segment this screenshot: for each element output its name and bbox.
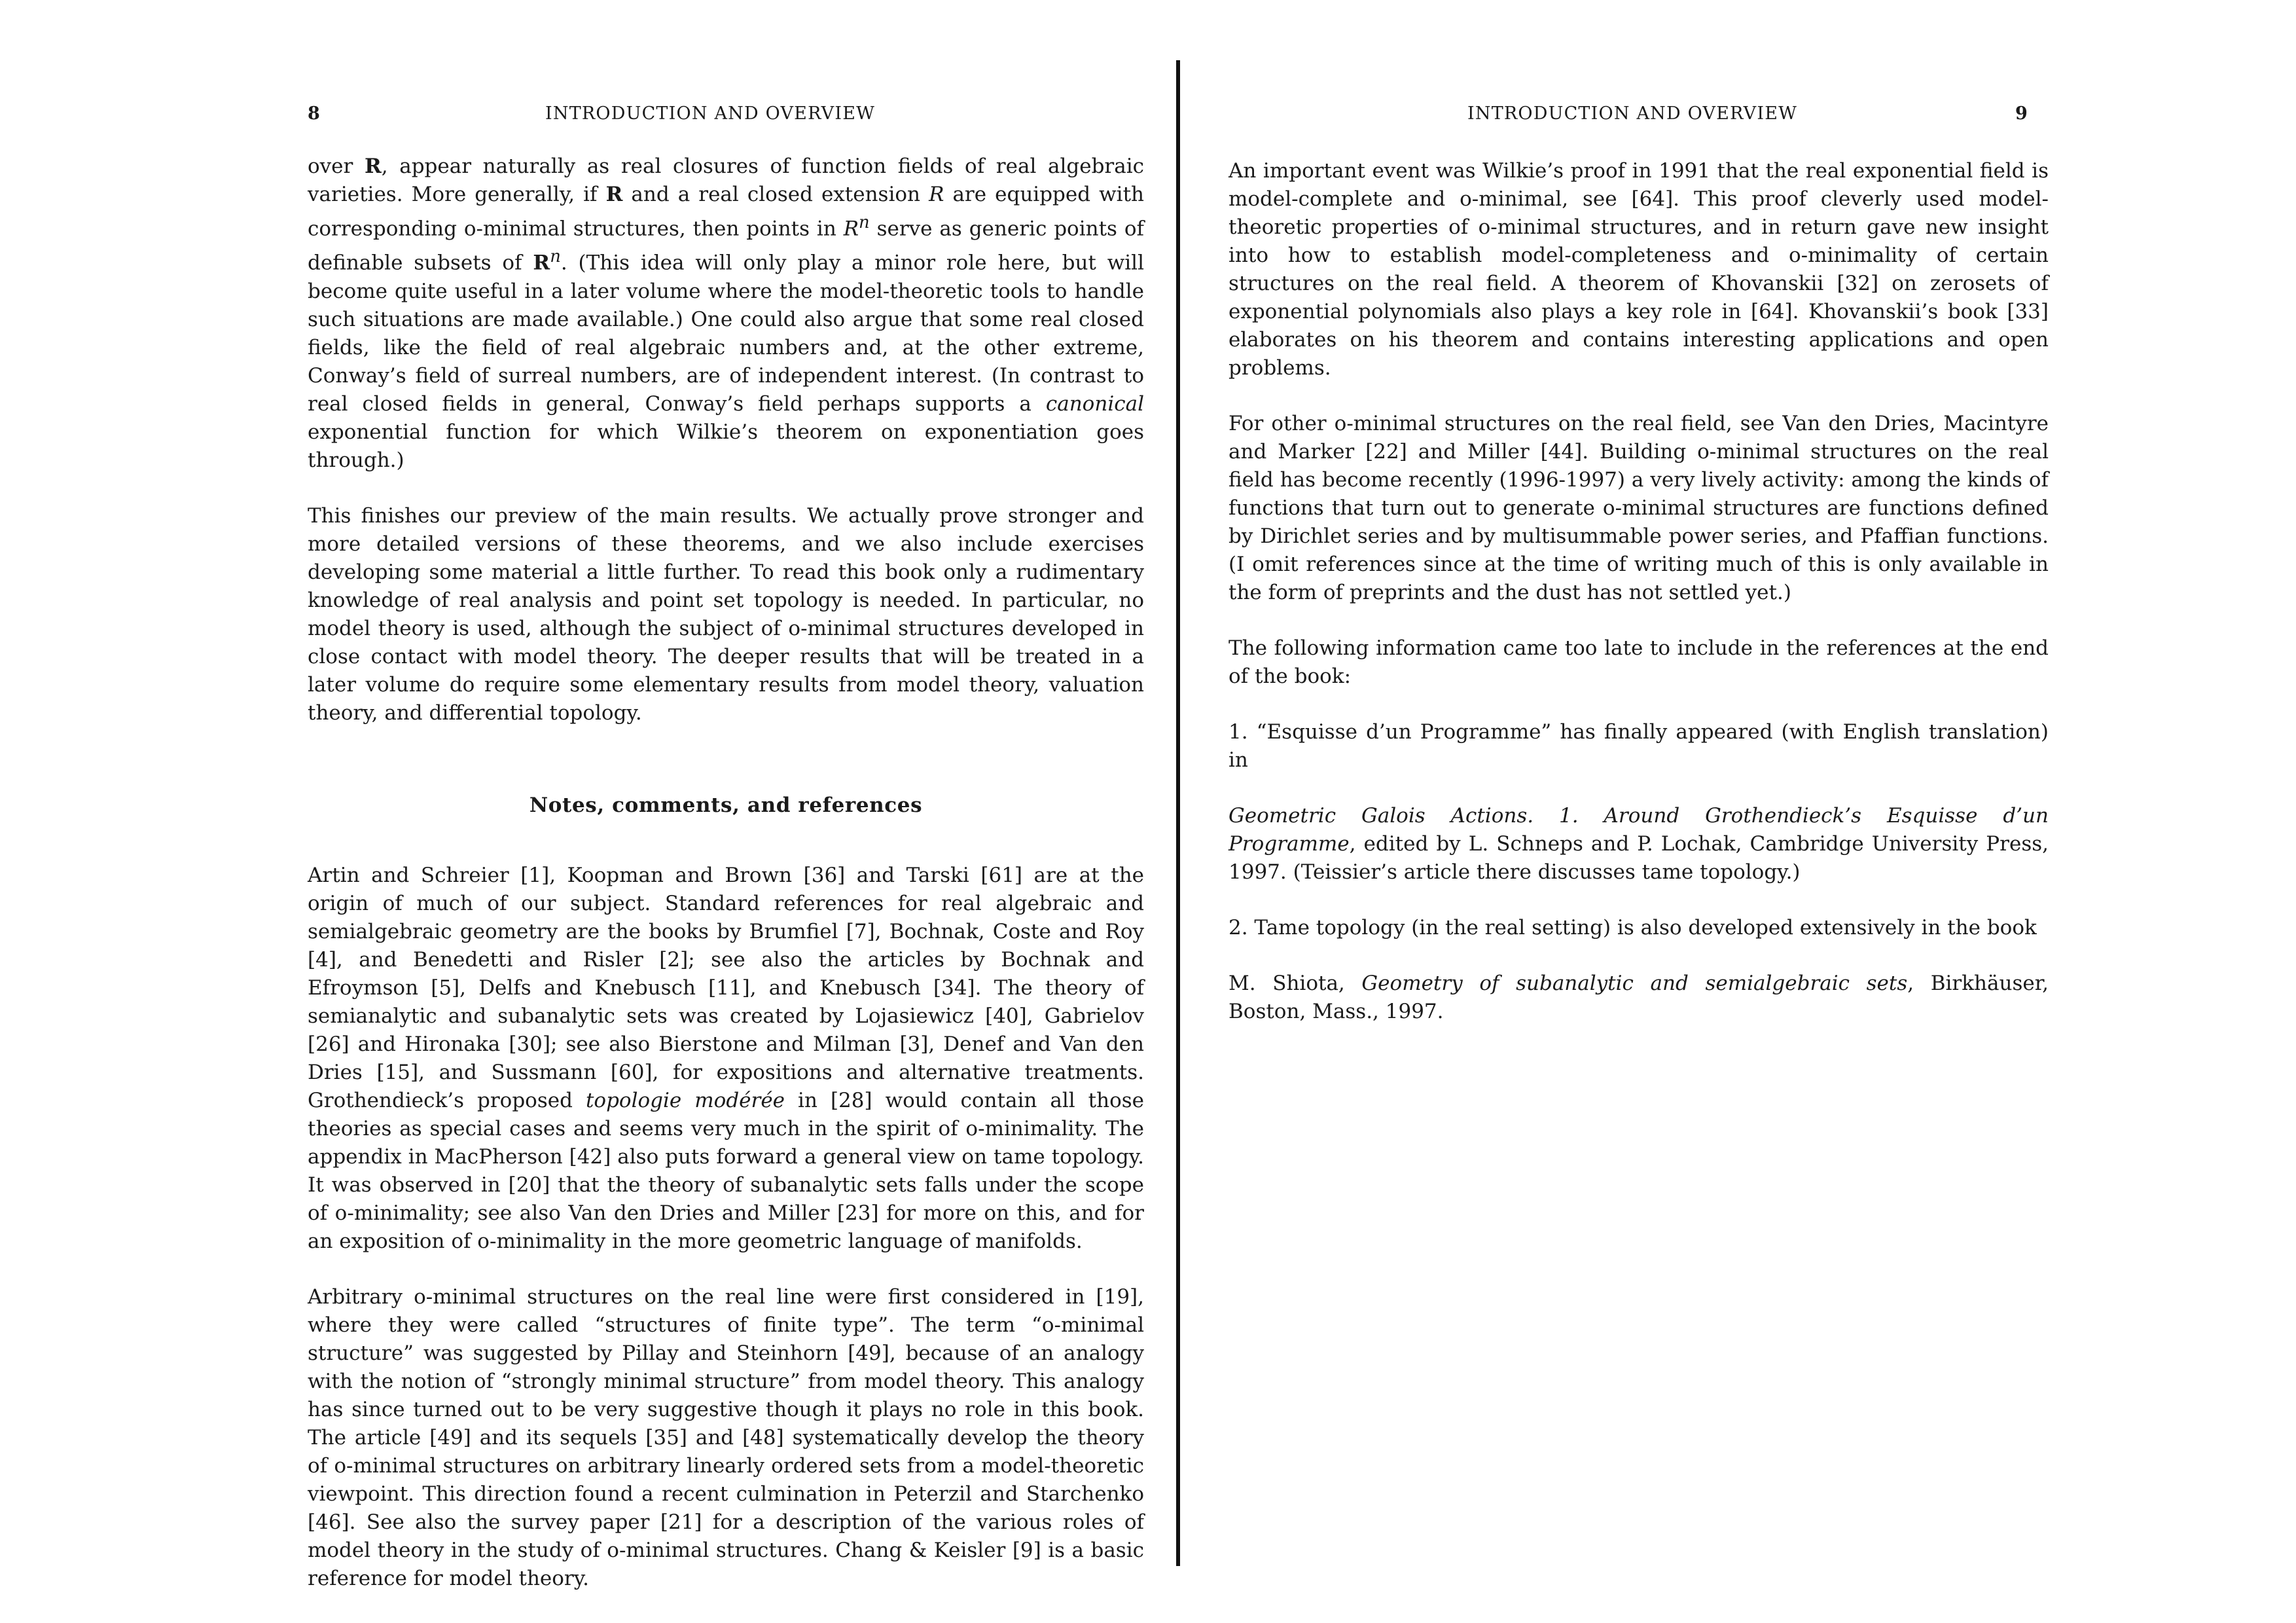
text-segment: in [28] would contain all those theories as special cases and seems very much in the spirit of o-minimality. The appendix in MacPherson [42] also puts forward a general view on tame topology. It was observed in [20] that the theory of subanalytic sets falls under the scope of o-minimality; see also Van den Dries and Miller [23] for more on this, and for an exposition of o-minimality in the more geometric language of manifolds. xyxy=(308,1088,1144,1253)
text-segment: are equipped with corresponding o-minimal structures, then points in xyxy=(308,183,1145,241)
book-spine-divider xyxy=(1176,60,1180,1566)
text-segment: serve as generic points of definable subsets of xyxy=(308,217,1144,275)
text-segment: over xyxy=(308,155,365,178)
paragraph: The following information came too late to include in the references at the end of the book: xyxy=(1229,636,2049,688)
right-body-text xyxy=(1229,157,2049,1053)
emphasis: topologie modérée xyxy=(585,1088,785,1112)
paragraph: For other o-minimal structures on the real field, see Van den Dries, Macintyre and Marker [22] and Miller [44]. Building o-minimal structures on the real field has become recently (1996-1997) a very lively activity: among the kinds of functions that turn out to generate o-minimal structures are functions defined by Dirichlet series and by multisummable power series, and Pfaffian functions. (I omit references since at the time of writing much of this is only available in the form of preprints and the dust has not settled yet.) xyxy=(1229,412,2049,604)
paragraph: This finishes our preview of the main results. We actually prove stronger and more detailed versions of these theorems, and we also include exercises developing some material a little further. To read this book only a rudimentary knowledge of real analysis and point set topology is needed. In particular, no model theory is used, although the subject of o-minimal structures developed in close contact with model theory. The deeper results that will be treated in a later volume do require some elementary results from model theory, valuation theory, and differential topology. xyxy=(308,503,1144,725)
math-symbol: R xyxy=(364,155,382,178)
emphasis: canonical xyxy=(1045,392,1144,416)
running-head: INTRODUCTION AND OVERVIEW xyxy=(545,103,876,124)
math-symbol: R xyxy=(533,251,550,275)
page-number: 9 xyxy=(2015,103,2028,124)
text-segment: , appear naturally as real closures of function fields of real algebraic varieties. More generally, if xyxy=(308,155,1145,206)
paragraph xyxy=(308,862,1144,1256)
paragraph xyxy=(308,153,1144,475)
paragraph: Arbitrary o-minimal structures on the real line were first considered in [19], where they were called “structures of finite type”. The term “o-minimal structure” was suggested by Pillay and Steinhorn [49], because of an analogy with the notion of “strongly minimal structure” from model theory. This analogy has since turned out to be very suggestive though it plays no role in this book. The article [49] and its sequels [35] and [48] systematically develop the theory of o-minimal structures on arbitrary linearly ordered sets from a model-theoretic viewpoint. This direction found a recent culmination in Peterzil and Starchenko [46]. See also the survey paper [21] for a description of the various roles of model theory in the study of o-minimal structures. Chang & Keisler [9] is a basic reference for model theory. xyxy=(308,1285,1144,1590)
page-number: 8 xyxy=(308,103,321,124)
text-segment: exponential function for which Wilkie’s theorem on exponentiation goes through.) xyxy=(308,420,1144,472)
text-segment: M. Shiota, xyxy=(1229,972,1362,995)
section-heading: Notes, comments, and references xyxy=(529,793,923,817)
right-page xyxy=(1191,0,2296,1623)
math-symbol: R xyxy=(843,217,859,241)
book-title: Geometric Galois Actions. 1. Around Grothendieck’s Esquisse d’un Programme xyxy=(1229,804,2049,856)
math-symbol: R xyxy=(929,183,944,206)
right-page-header xyxy=(1191,103,2296,130)
text-segment: . (This idea will only play a minor role here, but will become quite useful in a later volume where the model-theoretic tools to handle such situations are made available.) One could also argue that some real closed fields, like the field of real algebraic numbers and, at the other extreme, Conway’s field of surreal numbers, are of independent interest. (In contrast to real closed fields in general, Conway’s field perhaps supports a xyxy=(308,251,1144,416)
math-exponent: n xyxy=(859,213,870,232)
math-exponent: n xyxy=(550,247,561,267)
text-segment: Artin and Schreier [1], Koopman and Brown [36] and Tarski [61] are at the origin of much of our subject. Standard references for real algebraic and semialgebraic geometry are the books by Brumfiel [7], Bochnak, Coste and Roy [4], and Benedetti and Risler [2]; see also the articles by Bochnak and Efroymson [5], Delfs and Knebusch [11], and Knebusch [34]. The theory of semianalytic and subanalytic sets was created by Lojasiewicz [40], Gabrielov [26] and Hironaka [30]; see also Bierstone and Milman [3], Denef and Van den Dries [15], and Sussmann [60], for expositions and alternative treatments. Grothendieck’s proposed xyxy=(308,863,1144,1112)
text-segment: , Birkhäuser, Boston, Mass., 1997. xyxy=(1229,972,2049,1023)
paragraph: An important event was Wilkie’s proof in 1991 that the real exponential field is model-complete and o-minimal, see [64]. This proof cleverly used model-theoretic properties of o-minimal structures, and in return gave new insight into how to establish model-completeness and o-minimality of certain structures on the real field. A theorem of Khovanskii [32] on zerosets of exponential polynomials also plays a key role in [64]. Khovanskii’s book [33] elaborates on his theorem and contains interesting applications and open problems. xyxy=(1229,159,2049,380)
list-item: 1. “Esquisse d’un Programme” has finally appeared (with English translation) in xyxy=(1229,720,2049,772)
left-page-header xyxy=(0,103,1172,130)
math-symbol: R xyxy=(605,183,623,206)
text-segment: and a real closed extension xyxy=(622,183,929,206)
reference-entry xyxy=(1229,970,2049,1026)
list-item: 2. Tame topology (in the real setting) is also developed extensively in the book xyxy=(1229,916,2037,939)
reference-entry xyxy=(1229,802,2049,886)
text-segment: , edited by L. Schneps and P. Lochak, Cambridge University Press, 1997. (Teissier’s article there discusses tame topology.) xyxy=(1229,832,2049,884)
running-head: INTRODUCTION AND OVERVIEW xyxy=(1467,103,1798,124)
book-title: Geometry of subanalytic and semialgebraic sets xyxy=(1361,972,1908,995)
left-body-text xyxy=(308,153,1144,1620)
